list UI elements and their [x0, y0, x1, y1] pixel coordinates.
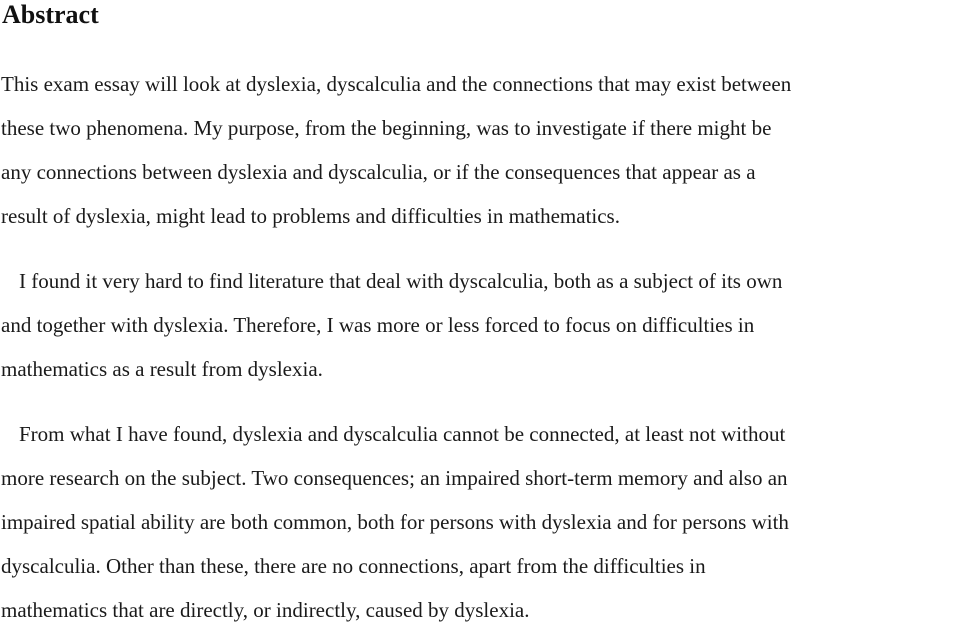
text-line: I found it very hard to find literature that deal with dyscalculia, both as a subject of its own — [19, 269, 783, 293]
text-line: mathematics as a result from dyslexia. — [1, 357, 323, 381]
text-line: impaired spatial ability are both common, both for persons with dyslexia and for persons with — [1, 510, 789, 534]
text-line: result of dyslexia, might lead to problems and difficulties in mathematics. — [1, 204, 620, 228]
text-line: these two phenomena. My purpose, from the beginning, was to investigate if there might be — [1, 116, 772, 140]
text-line: This exam essay will look at dyslexia, dyscalculia and the connections that may exist between — [1, 72, 792, 96]
text-line: mathematics that are directly, or indirectly, caused by dyslexia. — [1, 598, 530, 622]
text-line: any connections between dyslexia and dyscalculia, or if the consequences that appear as a — [1, 160, 756, 184]
text-line: From what I have found, dyslexia and dyscalculia cannot be connected, at least not without — [19, 422, 786, 446]
text-line: and together with dyslexia. Therefore, I was more or less forced to focus on difficulties in — [1, 313, 755, 337]
abstract-heading: Abstract — [2, 0, 99, 29]
text-line: more research on the subject. Two consequences; an impaired short-term memory and also an — [1, 466, 788, 490]
text-line: dyscalculia. Other than these, there are no connections, apart from the difficulties in — [1, 554, 706, 578]
